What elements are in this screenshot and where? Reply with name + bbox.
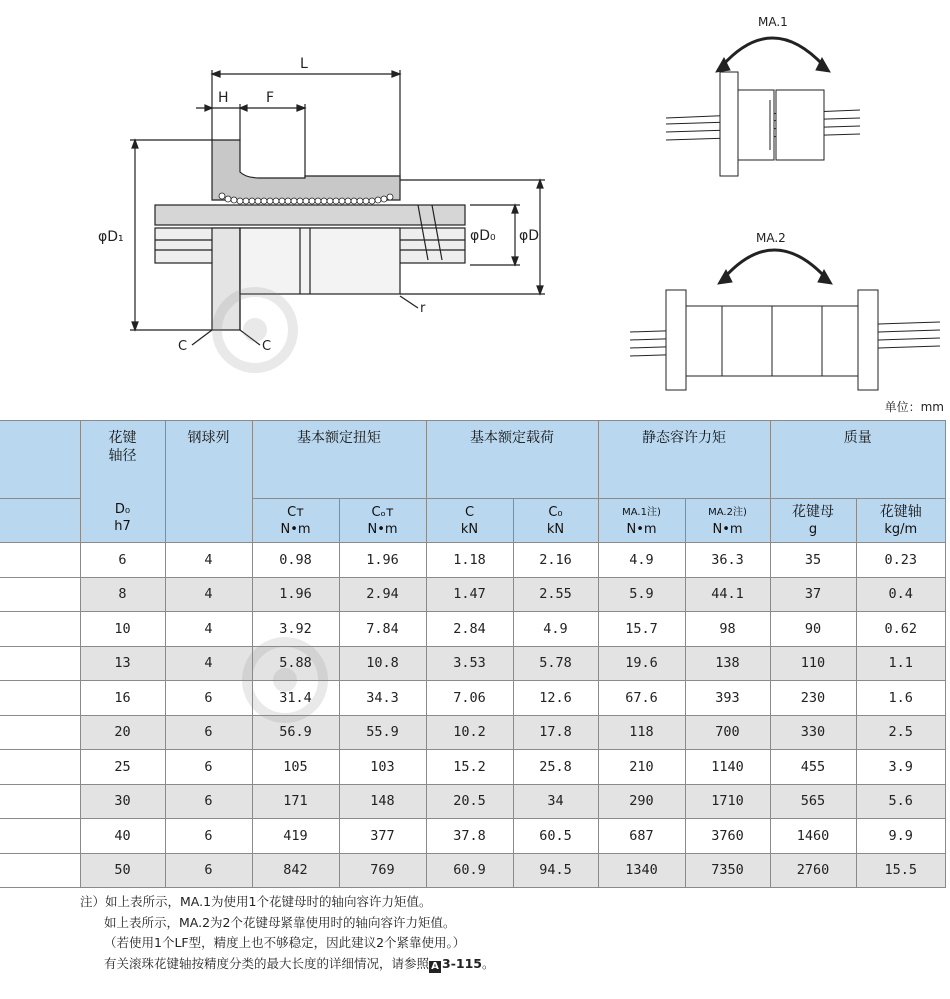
cell-d0: 25 (80, 750, 165, 785)
cell-shaft: 0.4 (856, 577, 946, 612)
cell-shaft: 0.23 (856, 543, 946, 578)
header-nut-mass: 花键母 g (770, 499, 856, 543)
cell-shaft: 5.6 (856, 784, 946, 819)
page-ref-icon: A (429, 961, 441, 973)
header-ct: Cᴛ N•m (252, 499, 339, 543)
header-ball-rows: 钢球列 (165, 421, 252, 543)
dim-D1-label: φD₁ (98, 229, 124, 245)
cell-rows: 4 (165, 612, 252, 647)
note-line-4-end: 。 (482, 955, 495, 971)
spline-nut-section-drawing (130, 70, 545, 345)
table-row (0, 646, 946, 681)
cell-shaft: 1.6 (856, 681, 946, 716)
row-blank-cell (0, 543, 80, 578)
cell-ct: 419 (252, 819, 339, 854)
cell-ma2: 44.1 (685, 577, 770, 612)
note-line-2: 如上表所示，MA.2为2个花键母紧靠使用时的轴向容许力矩值。 (104, 914, 456, 930)
dim-H-label: H (218, 90, 229, 106)
cell-rows: 6 (165, 750, 252, 785)
cell-ma2: 7350 (685, 853, 770, 888)
cell-nut: 90 (770, 612, 856, 647)
note-line-4-text: 有关滚珠花键轴按精度分类的最大长度的详细情况，请参照 (104, 955, 430, 971)
cell-cot: 103 (339, 750, 426, 785)
header-cot: Cₒᴛ N•m (339, 499, 426, 543)
row-blank-cell (0, 715, 80, 750)
row-blank-cell (0, 853, 80, 888)
cell-rows: 6 (165, 681, 252, 716)
cell-ma1: 4.9 (598, 543, 685, 578)
cell-cot: 1.96 (339, 543, 426, 578)
header-shaft-mass: 花键轴 kg/m (856, 499, 946, 543)
technical-drawing (0, 0, 950, 418)
cell-nut: 330 (770, 715, 856, 750)
header-blank-2 (0, 499, 80, 543)
cell-ct: 31.4 (252, 681, 339, 716)
cell-ma2: 138 (685, 646, 770, 681)
cell-d0: 8 (80, 577, 165, 612)
cell-c: 1.18 (426, 543, 513, 578)
cell-cot: 148 (339, 784, 426, 819)
cell-nut: 37 (770, 577, 856, 612)
cell-ct: 56.9 (252, 715, 339, 750)
cell-c: 2.84 (426, 612, 513, 647)
table-row (0, 681, 946, 716)
header-mass: 质量 (770, 421, 946, 499)
cell-ma2: 1710 (685, 784, 770, 819)
cell-d0: 30 (80, 784, 165, 819)
cell-d0: 20 (80, 715, 165, 750)
cell-cot: 7.84 (339, 612, 426, 647)
table-row (0, 543, 946, 578)
header-spline-dia (80, 421, 165, 543)
header-spline-dia-symbol: D₀ (114, 502, 131, 517)
cell-ma1: 19.6 (598, 646, 685, 681)
header-ma1: MA.1注) N•m (598, 499, 685, 543)
cell-rows: 4 (165, 577, 252, 612)
table-row (0, 853, 946, 888)
cell-c0: 2.55 (513, 577, 598, 612)
cell-ma2: 98 (685, 612, 770, 647)
row-blank-cell (0, 612, 80, 647)
unit-label: 单位：mm (884, 400, 944, 414)
header-c: C kN (426, 499, 513, 543)
cell-d0: 50 (80, 853, 165, 888)
cell-d0: 16 (80, 681, 165, 716)
table-row (0, 750, 946, 785)
row-blank-cell (0, 577, 80, 612)
cell-ct: 842 (252, 853, 339, 888)
cell-d0: 6 (80, 543, 165, 578)
cell-ct: 1.96 (252, 577, 339, 612)
row-blank-cell (0, 819, 80, 854)
cell-rows: 4 (165, 543, 252, 578)
row-blank-cell (0, 646, 80, 681)
cell-c: 3.53 (426, 646, 513, 681)
dim-D0-label: φD₀ (470, 228, 496, 244)
cell-ct: 0.98 (252, 543, 339, 578)
cell-nut: 565 (770, 784, 856, 819)
cell-nut: 455 (770, 750, 856, 785)
cell-rows: 6 (165, 784, 252, 819)
cell-c0: 12.6 (513, 681, 598, 716)
cell-ct: 3.92 (252, 612, 339, 647)
cell-c0: 17.8 (513, 715, 598, 750)
cell-rows: 6 (165, 853, 252, 888)
cell-rows: 6 (165, 715, 252, 750)
notes (80, 892, 495, 974)
cell-cot: 10.8 (339, 646, 426, 681)
dim-C-right-label: C (262, 339, 272, 354)
moment-ma1-label: MA.1 (758, 15, 788, 29)
cell-d0: 10 (80, 612, 165, 647)
table-row (0, 819, 946, 854)
cell-nut: 1460 (770, 819, 856, 854)
cell-c0: 4.9 (513, 612, 598, 647)
cell-c: 7.06 (426, 681, 513, 716)
cell-ct: 171 (252, 784, 339, 819)
note-line-1: 注）如上表所示，MA.1为使用1个花键母时的轴向容许力矩值。 (80, 894, 432, 909)
row-blank-cell (0, 750, 80, 785)
cell-c: 20.5 (426, 784, 513, 819)
dim-C-left-label: C (178, 339, 188, 354)
cell-cot: 55.9 (339, 715, 426, 750)
cell-shaft: 15.5 (856, 853, 946, 888)
cell-ma1: 290 (598, 784, 685, 819)
cell-c0: 2.16 (513, 543, 598, 578)
header-spline-dia-tol: h7 (114, 519, 131, 534)
cell-ma1: 15.7 (598, 612, 685, 647)
cell-c: 15.2 (426, 750, 513, 785)
moment-ma2-label: MA.2 (756, 231, 786, 245)
cell-ma2: 1140 (685, 750, 770, 785)
cell-ma1: 210 (598, 750, 685, 785)
cell-ma2: 3760 (685, 819, 770, 854)
cell-nut: 2760 (770, 853, 856, 888)
cell-shaft: 3.9 (856, 750, 946, 785)
dim-L-label: L (300, 56, 308, 72)
cell-ma2: 700 (685, 715, 770, 750)
cell-shaft: 2.5 (856, 715, 946, 750)
cell-c0: 94.5 (513, 853, 598, 888)
cell-nut: 35 (770, 543, 856, 578)
cell-d0: 13 (80, 646, 165, 681)
header-load: 基本额定载荷 (426, 421, 598, 499)
cell-ma1: 1340 (598, 853, 685, 888)
cell-ma2: 36.3 (685, 543, 770, 578)
cell-rows: 6 (165, 819, 252, 854)
cell-d0: 40 (80, 819, 165, 854)
cell-ma1: 687 (598, 819, 685, 854)
table-row (0, 715, 946, 750)
table-row (0, 577, 946, 612)
table-row (0, 784, 946, 819)
cell-ct: 105 (252, 750, 339, 785)
cell-rows: 4 (165, 646, 252, 681)
header-spline-dia-line1: 花键 (108, 430, 137, 446)
moment-ma1-diagram (666, 38, 860, 176)
cell-cot: 2.94 (339, 577, 426, 612)
dim-D-label: φD (519, 228, 540, 244)
cell-shaft: 1.1 (856, 646, 946, 681)
header-spline-dia-line2: 轴径 (108, 448, 137, 464)
cell-ct: 5.88 (252, 646, 339, 681)
cell-shaft: 9.9 (856, 819, 946, 854)
cell-ma1: 67.6 (598, 681, 685, 716)
note-line-4 (80, 954, 495, 975)
cell-shaft: 0.62 (856, 612, 946, 647)
cell-ma2: 393 (685, 681, 770, 716)
cell-c0: 25.8 (513, 750, 598, 785)
cell-c: 60.9 (426, 853, 513, 888)
row-blank-cell (0, 784, 80, 819)
note-line-3: （若使用1个LF型，精度上也不够稳定，因此建议2个紧靠使用。） (104, 935, 466, 950)
cell-ma1: 5.9 (598, 577, 685, 612)
moment-ma2-diagram (630, 250, 940, 390)
header-ma2: MA.2注) N•m (685, 499, 770, 543)
cell-cot: 377 (339, 819, 426, 854)
header-torque: 基本额定扭矩 (252, 421, 426, 499)
spec-table-body (0, 543, 946, 888)
table-row (0, 612, 946, 647)
header-moment: 静态容许力矩 (598, 421, 770, 499)
row-blank-cell (0, 681, 80, 716)
cell-c0: 60.5 (513, 819, 598, 854)
cell-c: 37.8 (426, 819, 513, 854)
page-ref-link[interactable]: 3-115 (442, 955, 482, 971)
cell-cot: 34.3 (339, 681, 426, 716)
cell-c0: 34 (513, 784, 598, 819)
spec-table (0, 420, 946, 888)
cell-ma1: 118 (598, 715, 685, 750)
cell-c: 1.47 (426, 577, 513, 612)
header-c0: C₀ kN (513, 499, 598, 543)
cell-cot: 769 (339, 853, 426, 888)
cell-c0: 5.78 (513, 646, 598, 681)
dim-F-label: F (266, 90, 275, 106)
dim-r-label: r (420, 301, 426, 316)
header-blank (0, 421, 80, 499)
cell-c: 10.2 (426, 715, 513, 750)
cell-nut: 230 (770, 681, 856, 716)
cell-nut: 110 (770, 646, 856, 681)
